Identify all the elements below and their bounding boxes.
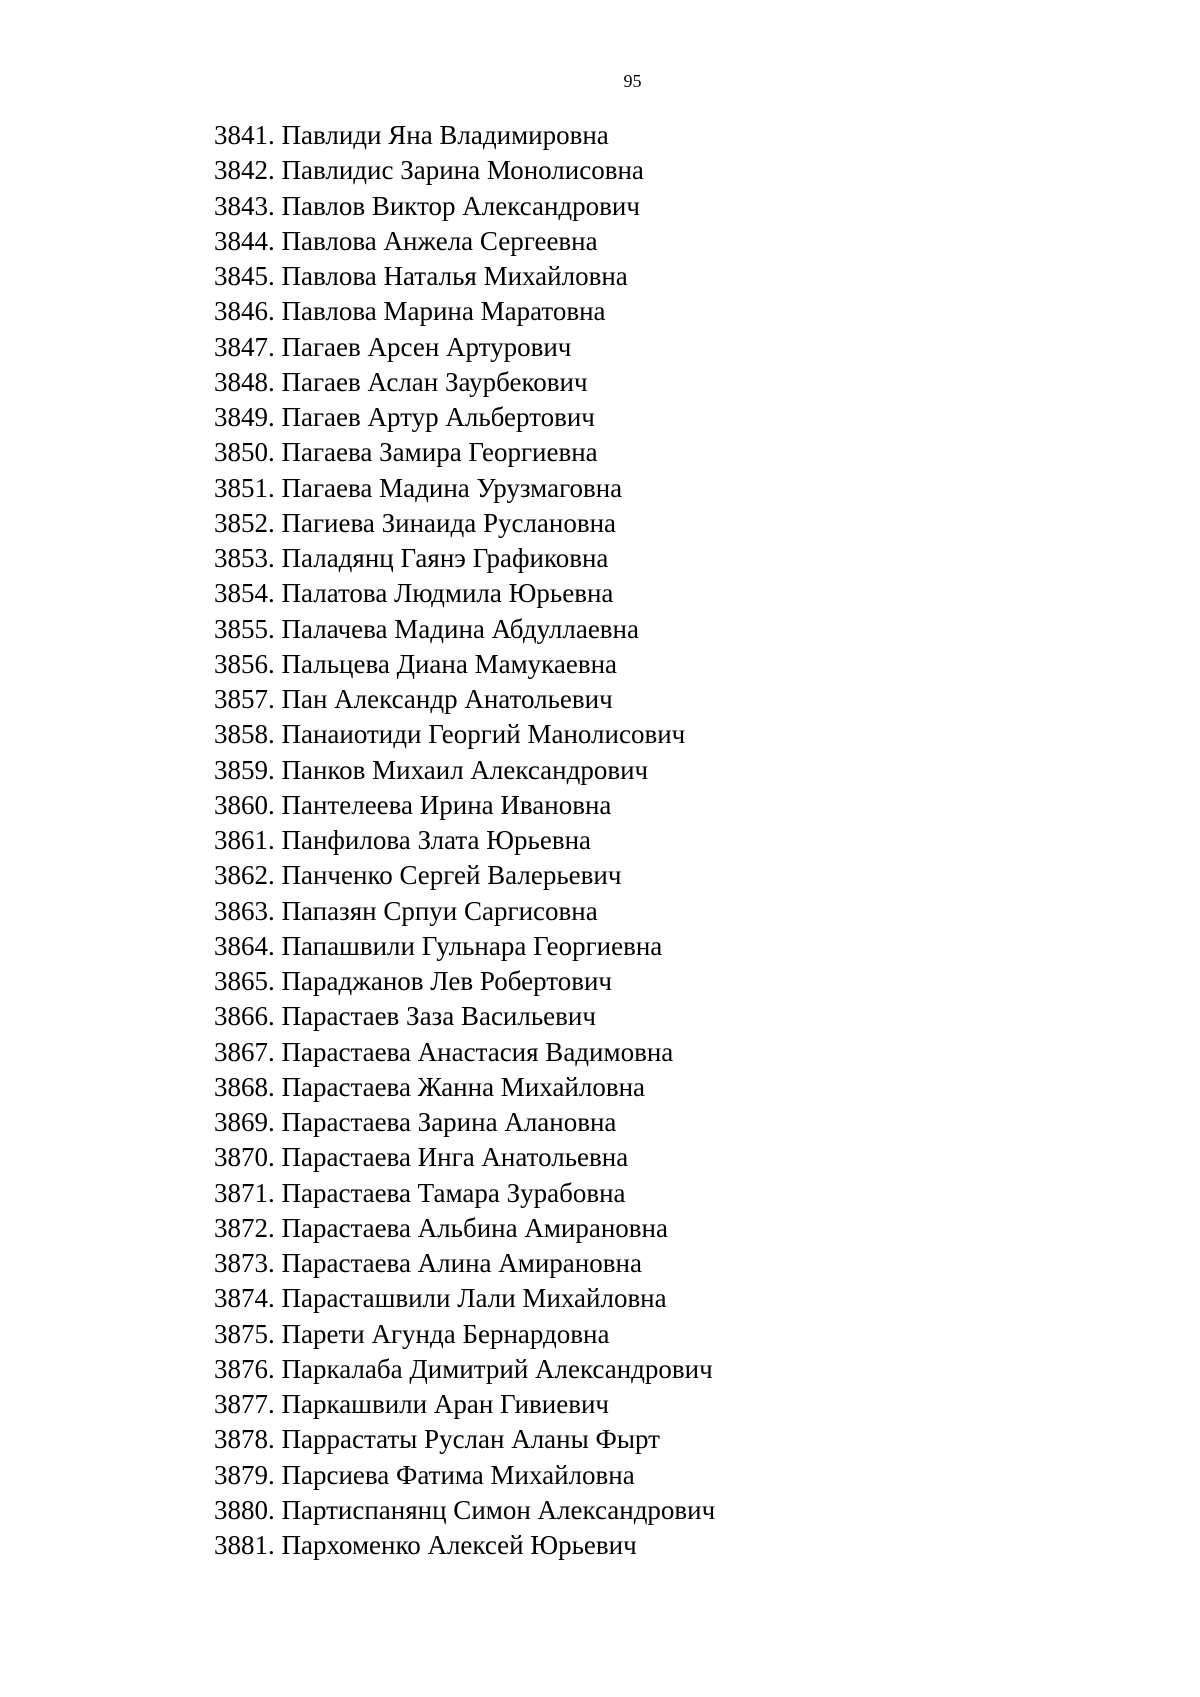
list-item-name: Панченко Сергей Валерьевич bbox=[281, 860, 622, 891]
list-item bbox=[214, 471, 715, 506]
list-item-name: Парастаева Зарина Алановна bbox=[281, 1107, 617, 1137]
list-item-number: 3881. bbox=[214, 1530, 275, 1560]
list-item-name: Павлиди Яна Владимировна bbox=[281, 120, 609, 150]
list-item bbox=[214, 858, 715, 893]
list-item bbox=[214, 612, 715, 647]
list-item-name: Палачева Мадина Абдуллаевна bbox=[281, 613, 639, 644]
list-item-name: Парасташвили Лали Михайловна bbox=[281, 1283, 667, 1314]
list-item-number: 3842. bbox=[214, 155, 275, 186]
list-item-number: 3878. bbox=[214, 1424, 275, 1455]
list-item bbox=[214, 1211, 715, 1246]
list-item-number: 3859. bbox=[214, 754, 275, 785]
list-item bbox=[214, 1493, 715, 1528]
list-item-name: Павлов Виктор Александрович bbox=[281, 190, 640, 221]
list-item-name: Парсиева Фатима Михайловна bbox=[281, 1459, 635, 1490]
list-item bbox=[214, 400, 715, 435]
list-item-number: 3879. bbox=[214, 1459, 275, 1490]
list-item bbox=[214, 1246, 715, 1281]
list-item-number: 3866. bbox=[214, 1001, 275, 1032]
list-item bbox=[214, 1176, 715, 1211]
list-item-name: Паркалаба Димитрий Александрович bbox=[281, 1353, 713, 1384]
list-item bbox=[214, 1352, 715, 1387]
list-item-name: Пагаев Артур Альбертович bbox=[281, 402, 595, 432]
list-item-number: 3845. bbox=[214, 261, 275, 291]
list-item bbox=[214, 788, 715, 823]
list-item-name: Палатова Людмила Юрьевна bbox=[281, 578, 614, 609]
list-item-number: 3849. bbox=[214, 402, 275, 432]
list-item bbox=[214, 682, 715, 717]
list-item bbox=[214, 506, 715, 541]
list-item-number: 3876. bbox=[214, 1353, 275, 1384]
list-item bbox=[214, 189, 715, 224]
list-item-number: 3871. bbox=[214, 1177, 275, 1208]
list-item bbox=[214, 929, 715, 964]
list-item-name: Пагиева Зинаида Руслановна bbox=[281, 507, 617, 538]
list-item-number: 3861. bbox=[214, 825, 275, 855]
list-item-name: Параджанов Лев Робертович bbox=[281, 966, 612, 996]
list-item-number: 3880. bbox=[214, 1494, 275, 1525]
list-item-number: 3870. bbox=[214, 1142, 275, 1173]
list-item-number: 3857. bbox=[214, 684, 275, 714]
list-item bbox=[214, 1317, 715, 1352]
list-item-name: Паркашвили Аран Гивиевич bbox=[281, 1389, 610, 1419]
list-item bbox=[214, 365, 715, 400]
list-item-name: Пагаева Мадина Урузмаговна bbox=[281, 472, 623, 503]
list-item-name: Парастаева Анастасия Вадимовна bbox=[281, 1036, 674, 1067]
list-item-name: Парастаева Альбина Амирановна bbox=[281, 1212, 668, 1243]
list-item-number: 3854. bbox=[214, 578, 275, 609]
list-item-name: Партиспанянц Симон Александрович bbox=[281, 1494, 716, 1525]
list-item bbox=[214, 224, 715, 259]
list-item-name: Парастаева Инга Анатольевна bbox=[281, 1142, 629, 1173]
list-item bbox=[214, 1281, 715, 1316]
list-item-name: Пантелеева Ирина Ивановна bbox=[281, 789, 612, 820]
list-item-name: Пальцева Диана Мамукаевна bbox=[281, 648, 618, 679]
list-item-name: Павлидис Зарина Монолисовна bbox=[281, 155, 644, 186]
list-item-name: Парастаева Жанна Михайловна bbox=[281, 1071, 645, 1102]
list-item-number: 3844. bbox=[214, 225, 275, 256]
list-item bbox=[214, 1035, 715, 1070]
list-item-name: Пан Александр Анатольевич bbox=[281, 684, 613, 714]
list-item bbox=[214, 1105, 715, 1140]
list-item-number: 3853. bbox=[214, 543, 275, 573]
list-item-number: 3875. bbox=[214, 1318, 275, 1349]
list-item-name: Пагаев Арсен Артурович bbox=[281, 331, 572, 362]
list-item bbox=[214, 753, 715, 788]
list-item bbox=[214, 717, 715, 752]
list-item-number: 3856. bbox=[214, 648, 275, 679]
list-item-number: 3862. bbox=[214, 860, 275, 891]
list-item bbox=[214, 1458, 715, 1493]
list-item-number: 3873. bbox=[214, 1248, 275, 1278]
list-item-number: 3851. bbox=[214, 472, 275, 503]
list-item-number: 3855. bbox=[214, 613, 275, 644]
list-item-name: Пагаев Аслан Заурбекович bbox=[281, 366, 588, 397]
name-list bbox=[214, 118, 715, 1563]
list-item-name: Парети Агунда Бернардовна bbox=[281, 1318, 610, 1349]
list-item bbox=[214, 1387, 715, 1422]
list-item-name: Панаиотиди Георгий Манолисович bbox=[281, 719, 686, 750]
list-item bbox=[214, 1070, 715, 1105]
list-item-number: 3863. bbox=[214, 895, 275, 926]
list-item bbox=[214, 541, 715, 576]
list-item bbox=[214, 647, 715, 682]
list-item-number: 3868. bbox=[214, 1071, 275, 1102]
list-item bbox=[214, 330, 715, 365]
list-item-number: 3852. bbox=[214, 507, 275, 538]
list-item-number: 3841. bbox=[214, 120, 275, 150]
list-item bbox=[214, 576, 715, 611]
list-item-number: 3874. bbox=[214, 1283, 275, 1314]
list-item bbox=[214, 894, 715, 929]
page-number: 95 bbox=[623, 71, 642, 91]
list-item-number: 3867. bbox=[214, 1036, 275, 1067]
list-item-name: Пархоменко Алексей Юрьевич bbox=[281, 1530, 637, 1560]
list-item-number: 3843. bbox=[214, 190, 275, 221]
list-item-number: 3872. bbox=[214, 1212, 275, 1243]
list-item bbox=[214, 294, 715, 329]
list-item bbox=[214, 118, 715, 153]
list-item-number: 3850. bbox=[214, 437, 275, 468]
list-item bbox=[214, 1422, 715, 1457]
list-item-name: Папазян Српуи Саргисовна bbox=[281, 895, 598, 926]
list-item bbox=[214, 823, 715, 858]
list-item bbox=[214, 964, 715, 999]
list-item-number: 3860. bbox=[214, 789, 275, 820]
list-item-number: 3865. bbox=[214, 966, 275, 996]
list-item bbox=[214, 1140, 715, 1175]
list-item-name: Павлова Наталья Михайловна bbox=[281, 261, 628, 291]
list-item-name: Парастаев Заза Васильевич bbox=[281, 1001, 596, 1032]
list-item-name: Павлова Анжела Сергеевна bbox=[281, 225, 598, 256]
list-item bbox=[214, 999, 715, 1034]
list-item-name: Паладянц Гаянэ Графиковна bbox=[281, 543, 609, 573]
list-item-number: 3869. bbox=[214, 1107, 275, 1137]
list-item-name: Пагаева Замира Георгиевна bbox=[281, 437, 598, 468]
list-item-name: Парастаева Алина Амирановна bbox=[281, 1248, 642, 1278]
list-item bbox=[214, 435, 715, 470]
list-item bbox=[214, 1528, 715, 1563]
list-item-name: Панков Михаил Александрович bbox=[281, 754, 649, 785]
list-item-name: Павлова Марина Маратовна bbox=[281, 296, 606, 327]
list-item bbox=[214, 259, 715, 294]
list-item-number: 3858. bbox=[214, 719, 275, 750]
list-item-number: 3846. bbox=[214, 296, 275, 327]
list-item-name: Парастаева Тамара Зурабовна bbox=[281, 1177, 626, 1208]
list-item-name: Панфилова Злата Юрьевна bbox=[281, 825, 591, 855]
list-item bbox=[214, 153, 715, 188]
list-item-name: Паррастаты Руслан Аланы Фырт bbox=[281, 1424, 660, 1455]
list-item-number: 3847. bbox=[214, 331, 275, 362]
list-item-number: 3877. bbox=[214, 1389, 275, 1419]
list-item-number: 3848. bbox=[214, 366, 275, 397]
list-item-name: Папашвили Гульнара Георгиевна bbox=[281, 930, 663, 961]
list-item-number: 3864. bbox=[214, 930, 275, 961]
